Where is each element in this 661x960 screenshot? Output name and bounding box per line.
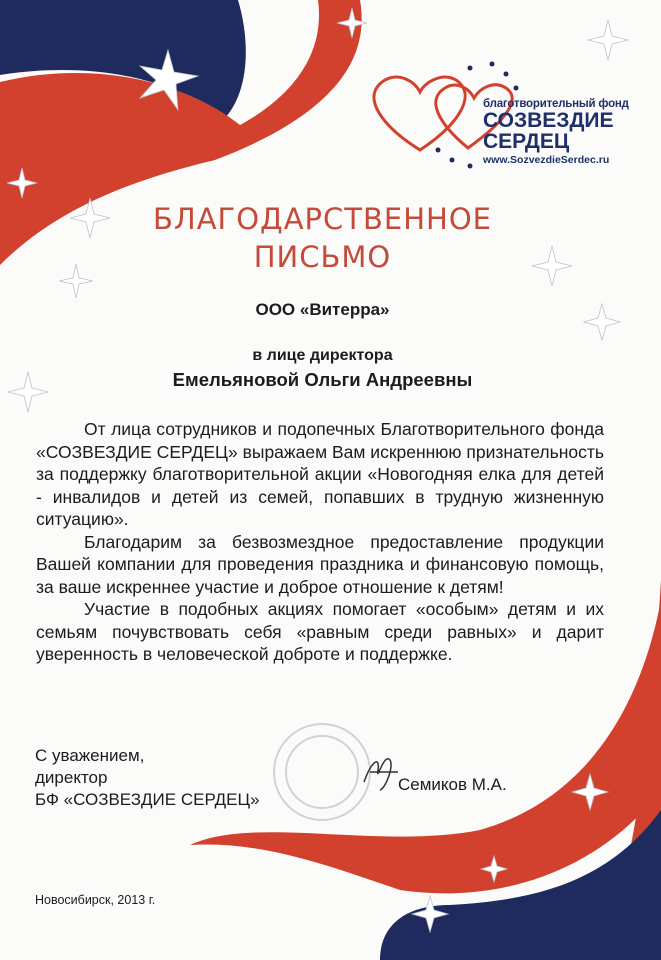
document-title-line2: ПИСЬМО	[253, 240, 392, 274]
logo-name-line2: СЕРДЕЦ	[483, 130, 570, 153]
star-icon	[588, 20, 628, 60]
in-person-of: в лице директора	[252, 347, 393, 364]
closing-position: директор	[35, 768, 108, 787]
city-year: Новосибирск, 2013 г.	[35, 893, 156, 907]
body-paragraph-2: Благодарим за безвозмездное предоставление продукции Вашей компании для проведения праздника и финансовую помощь, за ваше искреннее участие и доброе отношение к детям!	[36, 531, 604, 597]
letter-body	[36, 418, 604, 666]
body-paragraph-1: От лица сотрудников и подопечных Благотворительного фонда «СОЗВЕЗДИЕ СЕРДЕЦ» выражаем Вам искреннюю признательность за поддержку благотворительной акции «Новогодняя елка для детей - инвалидов и детей из семей, попавших в трудную жизненную ситуацию».	[36, 419, 604, 529]
body-paragraph-3: Участие в подобных акциях помогает «особым» детям и их семьям почувствовать себя «равным среди равных» и дарит уверенность в человеческой доброте и поддержке.	[36, 599, 604, 664]
logo-brand	[483, 98, 653, 166]
document-title-line1: БЛАГОДАРСТВЕННОЕ	[153, 202, 492, 236]
director-name: Емельяновой Ольги Андреевны	[172, 369, 473, 390]
logo-caption: благотворительный фонд	[483, 98, 629, 110]
closing-organization: БФ «СОЗВЕЗДИЕ СЕРДЕЦ»	[35, 790, 260, 809]
closing-regards: С уважением,	[35, 746, 145, 765]
stamp-icon	[274, 724, 370, 820]
logo-name-line1: СОЗВЕЗДИЕ	[483, 109, 614, 132]
signer-name: Семиков М.А.	[398, 775, 507, 794]
closing-block	[35, 745, 260, 811]
recipient-company: ООО «Витерра»	[255, 300, 390, 319]
logo-url: www.SozvezdieSerdec.ru	[483, 154, 610, 166]
